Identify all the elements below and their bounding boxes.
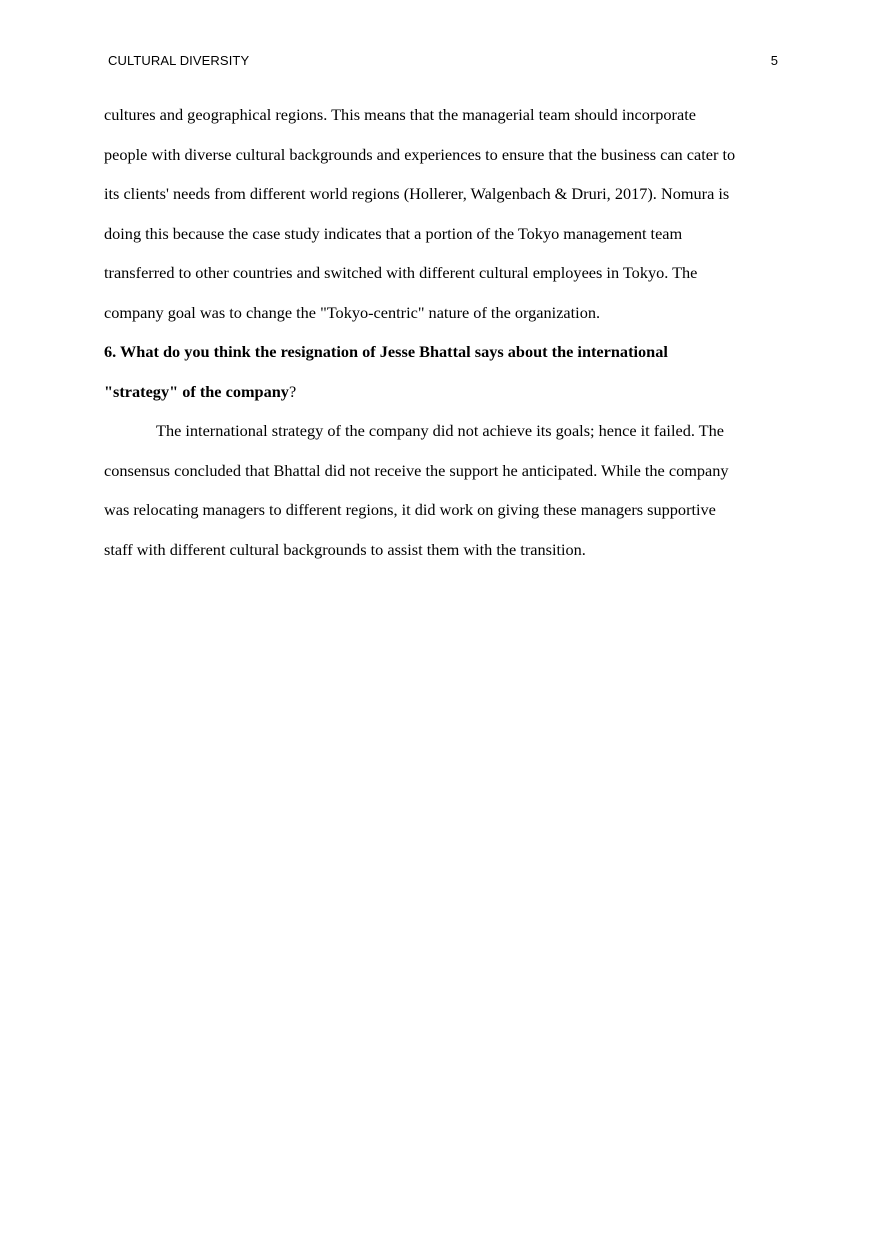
question-line: 6. What do you think the resignation of Jesse Bhattal says about the international — [104, 342, 668, 361]
paragraph-line: transferred to other countries and switched with different cultural employees in Tokyo. The — [104, 263, 698, 282]
paragraph-line: people with diverse cultural backgrounds and experiences to ensure that the business can cater to — [104, 144, 736, 164]
question-heading — [104, 332, 779, 411]
question-line-bold: "strategy" of the company — [104, 381, 289, 401]
paragraph-line: its clients' needs from different world regions (Hollerer, Walgenbach & Druri, 2017). Nomura is — [104, 184, 730, 203]
paragraph-line: company goal was to change the "Tokyo-centric" nature of the organization. — [104, 302, 601, 322]
page-number: 5 — [770, 53, 778, 68]
paragraph-line: consensus concluded that Bhattal did not receive the support he anticipated. While the company — [104, 460, 729, 480]
paragraph-continued — [104, 95, 779, 332]
question-mark: ? — [288, 381, 297, 401]
paragraph-line: was relocating managers to different regions, it did work on giving these managers supportive — [104, 500, 716, 519]
paragraph-line: staff with different cultural backgrounds to assist them with the transition. — [104, 539, 586, 559]
paragraph-line: The international strategy of the company did not achieve its goals; hence it failed. The — [156, 421, 724, 440]
body-text — [104, 95, 779, 569]
question-line — [104, 372, 779, 412]
paragraph-line: doing this because the case study indicates that a portion of the Tokyo management team — [104, 223, 683, 243]
paragraph-line: cultures and geographical regions. This means that the managerial team should incorporate — [104, 105, 696, 124]
running-head: CULTURAL DIVERSITY — [108, 53, 250, 68]
answer-paragraph — [104, 411, 779, 569]
